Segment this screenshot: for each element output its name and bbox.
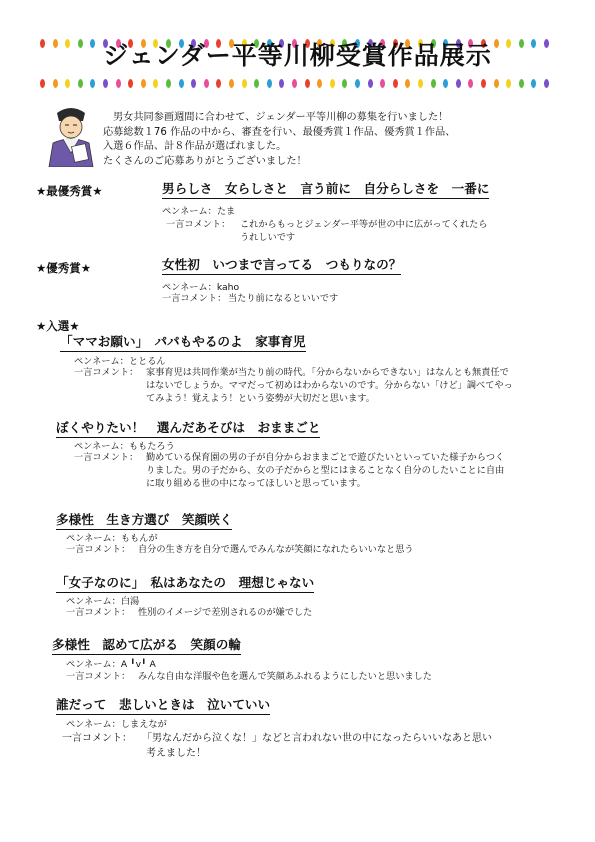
decorative-dot [544, 79, 549, 88]
decorative-dot [393, 79, 398, 88]
pen-name: ペンネーム：ととるん [74, 356, 166, 367]
comment-line: 家事育児は共同作業が当たり前の時代。「分からないからできない」はなんとも無責任で [146, 367, 509, 378]
decorative-dot [431, 79, 436, 88]
comment-label: 一言コメント： [66, 544, 131, 555]
decorative-dot [418, 79, 423, 88]
poet-illustration [43, 105, 101, 167]
decorative-dot [204, 79, 209, 88]
comment-line: 勤めている保育園の男の子が自分からおままごとで遊びたいといっていた様子からつく [146, 452, 505, 463]
haiku-best: 男らしさ 女らしさと 言う前に 自分らしさを 一番に [162, 181, 489, 199]
pen-name: ペンネーム：ももたろう [74, 441, 175, 452]
comment-label: 一言コメント： [74, 367, 139, 378]
decorative-dot [128, 79, 133, 88]
haiku-selected: 多様性 生き方選び 笑顔咲く [56, 512, 232, 530]
comment-label: 一言コメント： [66, 671, 131, 682]
decorative-dot [317, 79, 322, 88]
decorative-dot [506, 79, 511, 88]
decorative-dot [330, 79, 335, 88]
pen-name: ペンネーム：A ╹v╹ A [66, 659, 156, 670]
intro-text [103, 111, 455, 169]
intro-line: 応募総数１76 作品の中から、審査を行い、最優秀賞１作品、優秀賞１作品、 [103, 126, 456, 138]
decorative-dot [279, 79, 284, 88]
pen-name: ペンネーム：ももんが [66, 533, 158, 544]
decorative-dot [305, 79, 310, 88]
decorative-dot [216, 79, 221, 88]
comment-label: 一言コメント： [62, 733, 132, 744]
comment [62, 731, 492, 761]
decorative-dot [242, 79, 247, 88]
comment-label: 一言コメント： [162, 293, 227, 304]
comment-line: 性別のイメージで差別されるのが嫌でした [138, 607, 313, 618]
comment-line: 自分の生き方を自分で選んでみんなが笑顔になれたらいいなと思う [138, 544, 414, 555]
decorative-dot [166, 79, 171, 88]
intro-line: 男女共同参画週間に合わせて、ジェンダー平等川柳の募集を行いました！ [113, 112, 449, 123]
comment-line: てみよう！覚えよう！という姿勢が大切だと思います。 [146, 393, 375, 404]
decorative-dot [519, 79, 524, 88]
decorative-dot [342, 79, 347, 88]
decorative-dot [103, 79, 108, 88]
comment-line: はないでしょうか。ママだって初めはわからないのです。分からない「けど」調べてやっ [146, 380, 513, 391]
haiku-selected: 多様性 認めて広がる 笑顔の輪 [52, 637, 241, 655]
decorative-dot [405, 79, 410, 88]
decorative-dot [179, 79, 184, 88]
decorative-dot [191, 79, 196, 88]
comment-line: に取り組める世の中になってほしいと思っています。 [146, 478, 366, 489]
best-award-heading: ★最優秀賞★ [36, 184, 103, 198]
comment-line: みんな自由な洋服や色を選んで笑顔あふれるようにしたいと思いました [138, 671, 432, 682]
pen-name: ペンネーム：たま [162, 206, 236, 217]
decorative-dot [153, 79, 158, 88]
comment [74, 451, 504, 490]
decorative-dot [481, 79, 486, 88]
decorative-dot [65, 79, 70, 88]
comment-line: うれしいです [240, 232, 296, 243]
haiku-selected: 「女子なのに」 私はあなたの 理想じゃない [56, 575, 314, 593]
decorative-dot [90, 79, 95, 88]
decorative-dot [40, 79, 45, 88]
decorative-dot [468, 79, 473, 88]
selected-heading: ★入選★ [36, 319, 80, 333]
comment-label: 一言コメント： [66, 607, 131, 618]
haiku-selected: 「ママお願い」 パパもやるのよ 家事育児 [60, 334, 306, 352]
decorative-dot [443, 79, 448, 88]
comment-label: 一言コメント： [166, 219, 231, 230]
comment [66, 670, 432, 683]
decorative-dot [267, 79, 272, 88]
comment-line: 考えました！ [146, 748, 206, 759]
intro-line: たくさんのご応募ありがとうございました！ [103, 155, 307, 167]
comment-line: 当たり前になるといいです [228, 293, 339, 304]
decorative-dot [78, 79, 83, 88]
decorative-dots-bottom [40, 79, 555, 89]
decorative-dot [141, 79, 146, 88]
decorative-dot [380, 79, 385, 88]
pen-name: ペンネーム：白湯 [66, 596, 140, 607]
intro-line: 入選６作品、計８作品が選ばれました。 [103, 141, 287, 152]
decorative-dot [292, 79, 297, 88]
excellent-award-heading: ★優秀賞★ [36, 261, 92, 275]
decorative-dot [53, 79, 58, 88]
pen-name: ペンネーム：kaho [162, 282, 240, 293]
pen-name: ペンネーム：しまえなが [66, 719, 167, 730]
comment [74, 366, 513, 405]
comment-line: 「男なんだから泣くな！」などと言われない世の中になったらいいなあと思い [142, 733, 492, 744]
decorative-dot [355, 79, 360, 88]
comment [166, 218, 488, 244]
decorative-dot [456, 79, 461, 88]
decorative-dot [254, 79, 259, 88]
comment [162, 292, 338, 305]
comment-label: 一言コメント： [74, 452, 139, 463]
decorative-dot [229, 79, 234, 88]
haiku-selected: ぼくやりたい！ 選んだあそびは おままごと [56, 420, 320, 438]
comment-line: りました。男の子だから、女の子だからと型にはまることなく自分のしたいことに自由 [146, 465, 505, 476]
haiku-selected: 誰だって 悲しいときは 泣いていい [56, 697, 270, 715]
decorative-dot [531, 79, 536, 88]
decorative-dot [494, 79, 499, 88]
comment [66, 606, 312, 619]
comment-line: これからもっとジェンダー平等が世の中に広がってくれたら [240, 219, 488, 230]
comment [66, 543, 414, 556]
page-title: ジェンダー平等川柳受賞作品展示 [103, 41, 492, 70]
decorative-dot [368, 79, 373, 88]
haiku-excellent: 女性初 いつまで言ってる つもりなの？ [162, 257, 401, 275]
decorative-dot [116, 79, 121, 88]
